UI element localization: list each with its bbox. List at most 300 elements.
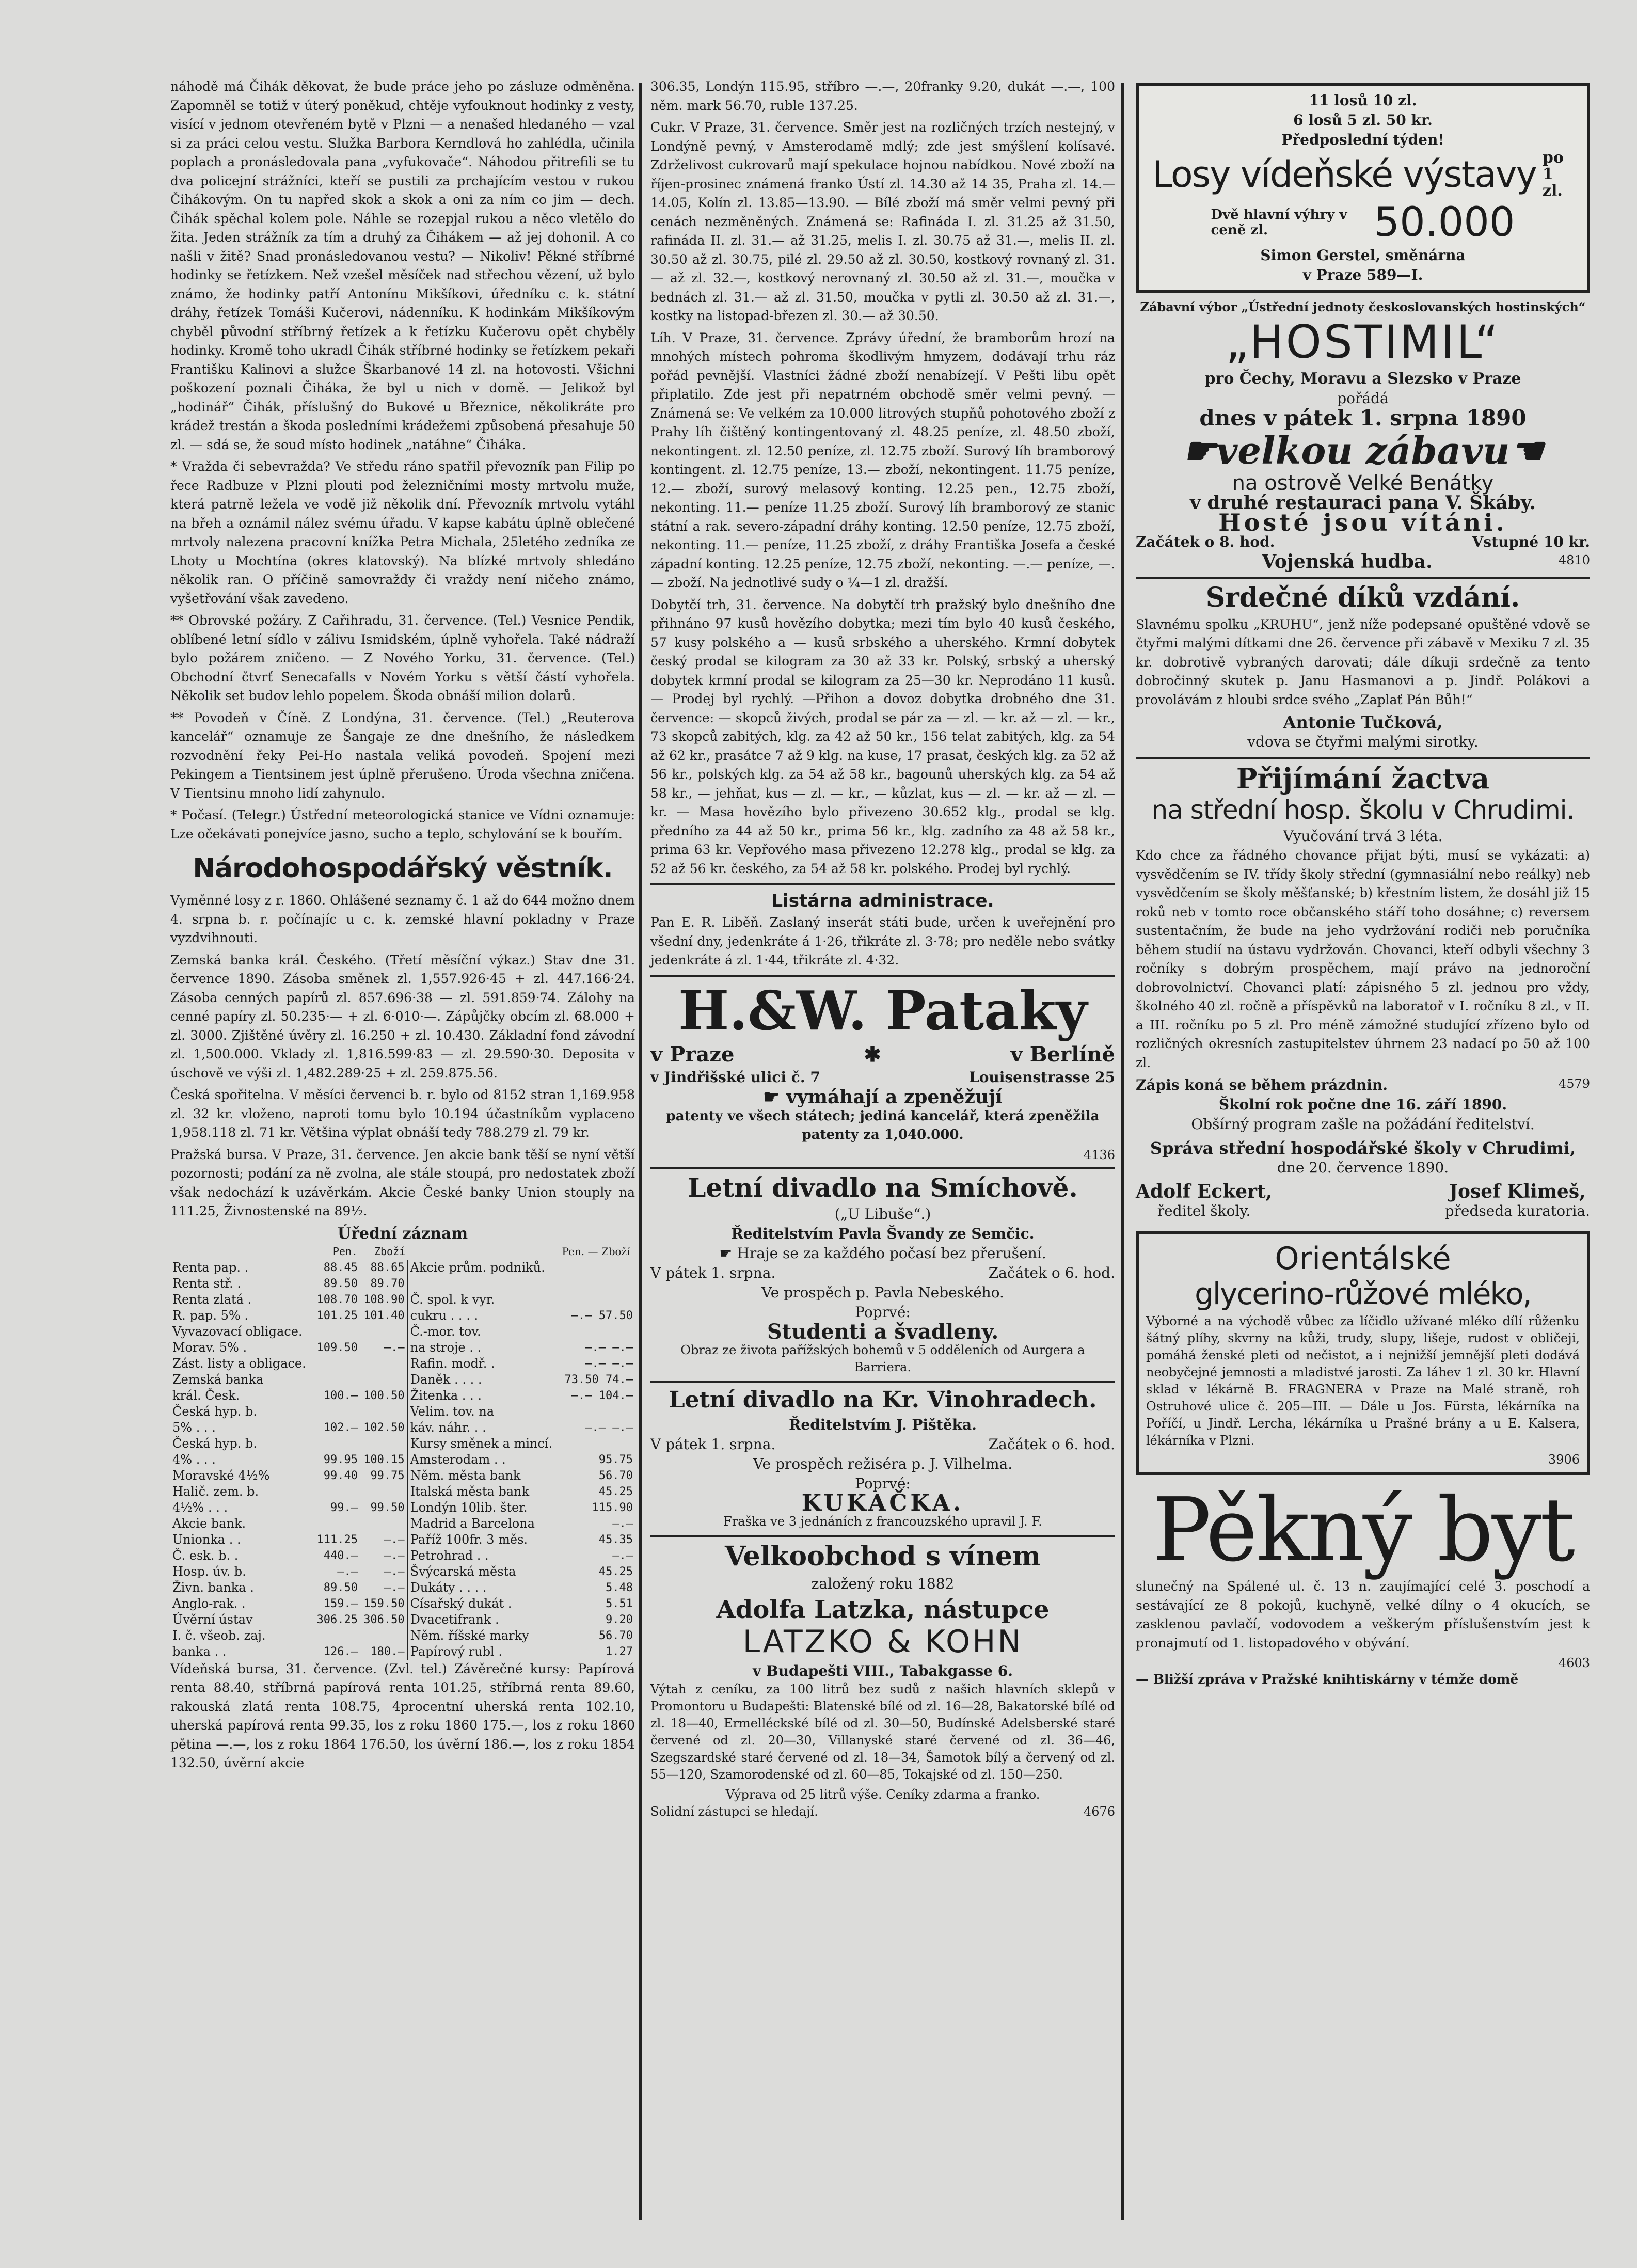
rates-table-cell [313,1356,360,1372]
latzko-title: Velkoobchod s vínem [724,1541,1041,1573]
article-videnska-bursa: Vídeňská bursa, 31. července. (Zvl. tel.) Závěrečné kursy: Papírová renta 88.40, stříbrná papírová renta 101.25, stříbrná renta 89.60, rakouská zlatá renta 108.75, 4procentní uherská renta 102.10, uherská papírová renta 99.35, los z roku 1860 175.—, los z roku 1860 pětina —.—, los z roku 1864 176.50, los úvěrní 186.—, los z roku 1854 132.50, úvěrní akcie [170,1661,635,1770]
hostimil-music: Vojenská hudba. [1262,550,1433,573]
rates-table-cell: banka . . [172,1644,227,1659]
article-prazska-bursa: Pražská bursa. V Praze, 31. července. Jen akcie bank těší se nyní větší pozornosti; podání za ně zvolna, ale stále stoupá, pro nedostatek zboží však nedochází k uzávěrkám. Akcie České banky Union stouply na 111.25, Živnostenské na 89½. [170,1147,635,1218]
rates-table-cell: Daněk . . . . [407,1372,560,1388]
column-markets [650,77,1115,1820]
pataky-slogan [650,1087,1115,1107]
article-lih: Líh. V Praze, 31. července. Zprávy úřední, že bramborům hrozí na mnohých místech pohroma škodlivým hmyzem, dodávají trhu ráz pořád pevnější. Vlastníci žádné zboží nenabízejí. V Pešti libu opět připlatilo. Zde jest při nepatrném obchodě směr velmi pevný. — Známená se: Ve velkém za 10.000 litrových stupňů pohotového zboží z Prahy líh čištěný kontingentovaný zl. 48.25 peníze, zl. 48.50 zboží, nekontingent. zl. 12.50 peníze, zl. 12.75 zboží. Surový líh bramborový kontingent. zl. 12.75 peníze, 13.— zboží, nekontingent. 11.75 peníze, 12.— zboží, surový melasový konting. 12.25 pen., 12.75 zboží, nekonting. 11.— peníze 11.25 zboží. Surový líh bramborový ze stanic státní a rak. severo-západní dráhy konting. 12.50 peníze, 12.75 zboží, nekonting. 11.— peníze, 11.25 zboží, z dráhy Františka Josefa a české západní konting. 12.25 peníze, 12.75 zboží, nekonting. —.— peníze, —.— zboží. Na jednotlivé sudy o ¼—1 zl. dražší. [650,330,1115,590]
rates-table-cell [560,1276,635,1292]
rates-table-cell: 56.70 [598,1629,633,1642]
rates-table-cell: 99.50 [370,1501,405,1514]
rates-table-cell: Morav. 5% . [172,1340,247,1355]
hostimil-start: Začátek o 8. hod. [1136,533,1275,550]
rates-table-cell: Akcie prům. podniků. [407,1260,560,1276]
rates-table-cell: 56.70 [598,1469,633,1482]
rates-table-header-cell [170,1244,313,1260]
los-line2: 6 losů 5 zl. 50 kr. [1293,112,1433,129]
ad-number: 4810 [1558,552,1590,567]
rates-table-cell: 102.50 [363,1421,405,1434]
ad-hostimil [1136,298,1590,572]
ad-diky [1136,581,1590,752]
chr-program: Obšírný program zašle na požádání ředitelství. [1191,1116,1535,1133]
hostimil-venue: v druhé restauraci pana V. Škáby. [1189,491,1536,514]
hostimil-event-text: velkou zábavu [1216,429,1510,473]
rates-table-cell: Švýcarská města [407,1564,560,1580]
byt-footer: — Bližší zpráva v Pražské knihtiskárny v témže domě [1136,1672,1519,1687]
vino-director: Ředitelstvím J. Pištěka. [789,1416,977,1434]
rates-table-cell: 45.25 [598,1485,633,1498]
rates-table-cell: 89.70 [370,1277,405,1290]
hostimil-event [1136,429,1590,473]
ad-pataky [650,978,1115,1162]
byt-title: Pěkný byt [1152,1479,1574,1582]
rates-table-cell: Č. esk. b. . [172,1548,239,1563]
chr-rok: Školní rok počne dne 16. září 1890. [1218,1096,1507,1114]
rates-table-cell: Madrid a Barcelona [407,1516,560,1532]
rates-table-cell: 73.50 74.— [564,1373,633,1386]
rates-table-cell: 99.75 [370,1469,405,1482]
ad-glycerin [1136,1231,1590,1475]
los-prize: 50.000 [1374,199,1515,246]
latzko-successor: Adolfa Latzka, nástupce [716,1595,1050,1624]
table-title: Úřední záznam [337,1224,468,1243]
rates-table-cell: 101.25 [316,1309,358,1322]
rates-table-cell: Moravské 4½% [172,1468,270,1483]
rates-table-cell: —.— [384,1581,405,1594]
rates-table-header [170,1244,635,1260]
ad-losy [1136,83,1590,293]
hostimil-date: dnes v pátek 1. srpna 1890 [1199,405,1527,431]
smichov-play: Studenti a švadleny. [767,1320,999,1344]
listarna-text: Pan E. R. Liběň. Zaslaný inserát státi bude, určen k uveřejnění pro všední dny, jedenkráte á 1·26, třikráte zl. 3·78; pro neděle nebo svátky jedenkráte á zl. 1·44, třikráte zl. 4·32. [650,915,1115,968]
rates-table-cell: Dukáty . . . . [407,1580,560,1596]
article-povoden: ** Povodeň v Číně. Z Londýna, 31. července. (Tel.) „Reuterova kancelář“ oznamuje ze Šangaje ze dne dnešního, že následkem rozvodnění řeky Pei-Ho nastala veliká povodeň. Spojení mezi Pekingem a Tientsinem jest úplně přerušeno. Úroda všechna zničena. V Tientsinu mnoho lidí zahynulo. [170,710,635,801]
rates-table-header-cell [407,1244,560,1260]
latzko-footer [650,1803,1115,1820]
rates-table-body [170,1244,635,1660]
rates-table-row [170,1436,635,1452]
rates-table-cell: 115.90 [592,1501,633,1514]
rates-table-cell: Unionka . . [172,1532,241,1547]
chr-signer1-role: ředitel školy. [1157,1202,1251,1220]
chr-signer1: Adolf Eckert, [1136,1181,1273,1203]
rates-table-cell: Anglo-rak. . [172,1596,246,1611]
pointing-hand-icon: ☛ [719,1245,737,1262]
pointing-hand-icon: ☛ [763,1086,787,1108]
rates-table-cell: 102.— [323,1421,358,1434]
asterisk-icon: ✱ [864,1042,881,1067]
rates-table-cell: —.— [384,1549,405,1562]
chr-signature-2 [1445,1182,1590,1221]
rates-table-cell: —.— —.— [585,1341,633,1354]
los-prize-label: Dvě hlavní výhry v ceně zl. [1211,207,1347,238]
dik-text: Slavnému spolku „KRUHU“, jenž níže podepsané opuštěné vdově se čtyřmi malými dítkami dne 26. července při zábavě v Mexiku 7 zl. 35 kr. dobrotivě vybraných darovati; dále díkuji srdečně za tento dobročinný skutek p. Janu Hasmanovi a p. Jindř. Polákovi a provolávám z hloubi srdce svého „Zaplať Pán Bůh!“ [1136,616,1590,707]
rates-table-row [170,1308,635,1324]
rates-table-cell: —.— 57.50 [571,1309,633,1322]
ad-number: 4603 [1558,1656,1590,1671]
rates-table-cell: Akcie bank. [172,1516,246,1531]
rates-table-cell: 180.— [370,1645,405,1658]
rates-table-cell: Renta stř. . [172,1276,241,1291]
rates-table-cell: Česká hyp. b. [172,1436,257,1451]
latzko-founded: založený roku 1882 [811,1575,955,1592]
divider [650,1167,1115,1169]
pataky-text: patenty ve všech státech; jediná kancelář, která zpeněžila patenty za 1,040.000. [666,1108,1100,1143]
hostimil-guests: Hosté jsou vítáni. [1218,508,1507,536]
rates-table-cell: Halič. zem. b. [172,1484,259,1499]
rates-table-cell: Kursy směnek a mincí. [407,1436,560,1452]
rates-table-row [170,1596,635,1612]
pataky-cities [650,1042,1115,1068]
rates-table-cell [360,1628,407,1644]
rates-table-row [170,1484,635,1500]
rates-table-row [170,1276,635,1292]
rates-table-row [170,1420,635,1436]
listarna-title: Listárna administrace. [771,891,994,911]
rates-table-row [170,1548,635,1564]
article-losy: Vyměnné losy z r. 1860. Ohlášené seznamy č. 1 až do 644 možno dnem 4. srpna b. r. počínajíc u c. k. zemské hlavní pokladny v Praze vyzdvihnouti. [170,893,635,945]
column-news [170,77,635,1776]
article-pozary: ** Obrovské požáry. Z Cařihradu, 31. července. (Tel.) Vesnice Pendik, oblíbené letní sídlo v zálivu Ismidském, úplně vyhořela. Také nádraží bylo požárem zničeno. — Z Nového Yorku, 31. července. (Tel.) Obchodní čtvrť Senecafalls v Novém Yorku s větší částí vyhořela. Několik set budov lehlo popelem. Škoda obnáší milion dolarů. [170,613,635,703]
rates-table-cell: 108.90 [363,1293,405,1306]
smichov-time: Začátek o 6. hod. [988,1264,1115,1282]
rates-table-cell: Papírový rubl . [407,1644,560,1660]
smichov-date-row [650,1263,1115,1283]
los-title: Losy vídeňské výstavy [1152,153,1536,196]
rates-table-cell: 108.70 [316,1293,358,1306]
rates-table-cell: Renta pap. . [172,1260,249,1275]
rates-table-cell: Č. spol. k vyr. [407,1292,560,1308]
ad-number: 4136 [1083,1147,1115,1162]
rates-table-cell: 126.— [323,1645,358,1658]
vino-title: Letní divadlo na Kr. Vinohradech. [669,1387,1097,1414]
chr-zapis-row [1136,1075,1590,1095]
vino-date-row [650,1435,1115,1454]
rates-table-cell: Italská města bank [407,1484,560,1500]
rates-table-row [170,1500,635,1516]
smichov-title: Letní divadlo na Smíchově. [688,1172,1078,1203]
smichov-benefit: Ve prospěch p. Pavla Nebeského. [761,1284,1004,1302]
vino-desc: Fraška ve 3 jednáních z francouzského upravil J. F. [723,1514,1042,1529]
byt-text: slunečný na Spálené ul. č. 13 n. zaujímající celé 3. poschodí a sestávající ze 8 pokojů, kuchyně, velké dílny o 4 okucích, se zasklenou pavlačí, vodovodem a veškerým příslušenstvím jest k pronajmutí od 1. listopadového v obývání. [1136,1579,1590,1651]
ad-smichov [650,1172,1115,1376]
divider [650,883,1115,885]
rates-table-cell: —.— [384,1341,405,1354]
chr-zapis: Zápis koná se během prázdnin. [1136,1076,1388,1094]
rates-table-cell: —.— —.— [585,1357,633,1370]
rates-table-cell [560,1436,635,1452]
smichov-date: V pátek 1. srpna. [650,1264,776,1282]
divider [650,975,1115,977]
article-zemska-banka: Zemská banka král. Českého. (Třetí měsíční výkaz.) Stav dne 31. července 1890. Zásoba směnek zl. 1,557.926·45 + zl. 447.166·24. Zásoba cenných papírů zl. 857.696·38 — zl. 591.859·74. Zálohy na cenné papíry zl. 50.235·— + zl. 6·010·—. Zápůjčky obcím zl. 68.000 + zl. 3000. Zjištěné úvěry zl. 16.250 + zl. 10.430. Základní fond závodní zl. 1,500.000. Vklady zl. 1,816.599·83 — zl. 29.590·30. Deposita v úschově ve výši zl. 1,482.289·25 + zl. 259.875.56. [170,952,635,1081]
vino-first: Poprvé: [855,1475,911,1493]
rates-table-cell [360,1372,407,1388]
rates-table-row [170,1612,635,1628]
rates-table-cell: 89.50 [323,1581,358,1594]
rates-table-cell: 9.20 [606,1613,633,1626]
rates-table-cell [407,1276,560,1292]
hostimil-entry: Vstupné 10 kr. [1472,533,1590,550]
rates-table-cell: Zemská banka [172,1372,264,1387]
rates-table-cell: 101.40 [363,1309,405,1322]
rates-table-cell: 306.25 [316,1613,358,1626]
rates-table-cell [313,1484,360,1500]
rates-table-cell: —.— [384,1565,405,1578]
vino-date: V pátek 1. srpna. [650,1436,776,1453]
article-dobytci-trh: Dobytčí trh, 31. července. Na dobytčí trh pražský bylo dnešního dne přihnáno 97 kusů hovězího dobytka; mezi tím bylo 40 kusů českého, 57 kusy polského a — kusů srbského a uherského. Krmní dobytek český prodal se kilogram za 30 až 33 kr. Polský, srbský a uherský dobytek krmní prodal se kilogram za 25—30 kr. Neprodáno 11 kusů. — Prodej byl rychlý. —Přihon a dovoz dobytka drobného dne 31. července: — skopců živých, prodal se pár za — zl. — kr. až — zl. — kr., 73 skopců zabitých, klg. za 42 až 50 kr., 156 telat zabitých, klg. za 54 až 62 kr., prasátce 7 až 9 klg. na kuse, 17 prasat, českých klg. za 52 až 56 kr., polských klg. za 54 až 58 kr., bagounů uherských klg. za 54 až 58 kr., — jehňat, kus — zl. — kr., — kůzlat, kus — zl. — kr. až — zl. — kr. — Masa hovězího bylo přivezeno 30.652 klg., prodal se klg. předního za 44 až 50 kr., prima 56 kr., klg. zadního za 48 až 58 kr., prima 63 kr. Vepřového masa přivezeno 12.278 klg., prodal se klg. za 52 až 56 kr. českého, za 54 až 58 kr. polského. Prodej byl rychlý. [650,597,1115,876]
rates-table-cell: na stroje . . [407,1340,560,1356]
rates-table-cell: Renta zlatá . [172,1292,252,1307]
rates-table-cell: —.— —.— [585,1421,633,1434]
rates-table-row [170,1340,635,1356]
smichov-subtitle: („U Libuše“.) [834,1206,931,1223]
rates-table-cell: —.— [612,1517,633,1530]
rates-table-cell: Živn. banka . [172,1580,254,1595]
dik-title: Srdečné díků vzdání. [1205,581,1520,613]
rates-table-cell [313,1372,360,1388]
ad-byt [1136,1479,1590,1689]
rates-table-cell: káv. náhr. . . [407,1420,560,1436]
gly-title2: glycerino-růžové mléko, [1195,1276,1531,1312]
smichov-first: Poprvé: [855,1304,911,1321]
rates-table-header-cell: Pen. [332,1245,358,1258]
smichov-desc: Obraz ze života pařížských bohemů v 5 odděleních od Aurgera a Barriera. [680,1343,1085,1375]
article-cukr: Cukr. V Praze, 31. července. Směr jest na rozličných trzích nestejný, v Londýně pevný, v Amsterodamě mdlý; zde jest smýšlení kolísavé. Zdrželivost cukrovarů mají spekulace hojnou nabídkou. Nové zboží na říjen-prosinec známená franko Ústí zl. 14.30 až 14 35, Praha zl. 14.—14.05, Kolín zl. 13.85—13.90. — Bílé zboží má směr velmi pevný při cenách nezměněných. Známená se: Rafináda I. zl. 31.25 až 31.50, rafináda II. zl. 31.— až 31.25, melis I. zl. 30.75 až 31.—, melis II. zl. 30.50 až zl. 30.75, pilé zl. 29.50 až zl. 30.50, kostkový rovnaný zl. 31.— až zl. 32.—, kostkový nerovnaný zl. 30.50 až zl. 31.—, moučka v bednách zl. 31.— až zl. 31.50, moučka v pytli zl. 30.50 až zl. 31.—, kostky na listopad-březen zl. 30.— až 30.50. [650,120,1115,323]
rates-table-cell: Paříž 100fr. 3 měs. [407,1532,560,1548]
chr-date: dne 20. července 1890. [1277,1159,1449,1177]
rates-table-cell: 159.— [323,1597,358,1610]
hostimil-organizes: pořádá [1337,390,1389,407]
rates-table-row [170,1564,635,1580]
pataky-addr-berlin: Louisenstrasse 25 [969,1068,1115,1086]
hostimil-place: na ostrově Velké Benátky [1232,471,1494,495]
divider [1136,757,1590,759]
dik-signature-note: vdova se čtyřmi malými sirotky. [1247,733,1479,751]
rates-table-cell: R. pap. 5% . [172,1308,248,1323]
rates-table-row [170,1628,635,1644]
article-bursa-cont: 306.35, Londýn 115.95, stříbro —.—, 20franky 9.20, dukát —.—, 100 něm. mark 56.70, ruble 137.25. [650,79,1115,113]
chr-text: Kdo chce za řádného chovance přijat býti, musí se vykázati: a) vysvědčením se IV. třídy školy střední (gymnasiální nebo reálky) neb vysvědčením se školy měšťanské; b) křestním listem, že dosáhl již 15 roků neb v tomto roce občanského stáří toho dosáhne; c) reversem sustentačním, že bude na jeho vydržování rodiči neb poručníka během studií na ústavu vydržován. Chovanci, kteří odbyli všechny 3 ročníky s dobrým prospěchem, mají právo na jednoroční dobrovolnictví. Chovanci platí: zápisného 5 zl. jednou pro vždy, školného 40 zl. ročně a příspěvků na laboratoř v I. ročníku 8 zl., v II. a III. ročníku po 5 zl. Pro méně zámožné studující zřízeno bylo od rozličných okresních zastupitelstev úhrnem 23 nadací po 50 až 100 zl. [1136,848,1590,1070]
rates-table-cell: 99.— [330,1501,358,1514]
los-price: po 1 zl. [1542,149,1564,200]
rates-table-cell: 45.25 [598,1565,633,1578]
rates-table-cell: 88.45 [323,1261,358,1274]
rates-table-cell: Velim. tov. na [407,1404,560,1420]
chr-title2: na střední hosp. školu v Chrudimi. [1151,795,1575,825]
rates-table-cell: Č.-mor. tov. [407,1324,560,1340]
rates-table-cell: Hosp. úv. b. [172,1564,246,1579]
rates-table-cell: 159.50 [363,1597,405,1610]
rates-table-cell: 100.— [323,1389,358,1402]
divider [650,1381,1115,1383]
ad-chrudim [1136,764,1590,1221]
rates-table-cell: 95.75 [598,1453,633,1466]
rates-table-cell: 306.50 [363,1613,405,1626]
pataky-berlin: v Berlíně [1010,1042,1115,1067]
rates-table-cell: 89.50 [323,1277,358,1290]
rates-table-row [170,1468,635,1484]
pataky-praha: v Praze [650,1042,735,1067]
rates-table-cell: 4% . . . [172,1452,216,1467]
gly-title1: Orientálské [1275,1241,1451,1277]
section-title-economy: Národohospodářský věstník. [193,853,613,884]
rates-table-cell: Londýn 10lib. šter. [407,1500,560,1516]
rates-table-row [170,1644,635,1660]
rates-table-row [170,1404,635,1420]
rates-table-cell: Žitenka . . . [407,1388,560,1404]
smichov-note [650,1244,1115,1263]
chr-signer2: Josef Klimeš, [1449,1181,1586,1203]
rates-table-row [170,1580,635,1596]
rates-table-cell: 111.25 [316,1533,358,1546]
rates-table-cell: 109.50 [316,1341,358,1354]
rates-table-cell: Rafin. modř. . [407,1356,560,1372]
column-rule [639,83,642,2220]
rates-table-cell: 88.65 [370,1261,405,1274]
los-address: v Praze 589—I. [1302,266,1423,283]
rates-table-cell: I. č. všeob. zaj. [172,1628,266,1643]
dik-signature: Antonie Tučková, [1283,712,1443,733]
rates-table-cell: Petrohrad . . [407,1548,560,1564]
rates-table-cell [313,1628,360,1644]
chr-duration: Vyučování trvá 3 léta. [1283,828,1443,845]
hostimil-music-row [1136,552,1590,572]
rates-table-cell [313,1404,360,1420]
rates-table-row [170,1452,635,1468]
los-title-row [1146,150,1580,199]
rates-table-cell: Císařský dukát . [407,1596,560,1612]
rates-table-row [170,1324,635,1340]
chr-signer2-role: předseda kuratoria. [1444,1202,1590,1220]
rates-table-cell: Vyvazovací obligace. [172,1324,303,1339]
rates-table-cell: 4½% . . . [172,1500,228,1515]
rates-table-row [170,1372,635,1388]
latzko-address: v Budapešti VIII., Tabakgasse 6. [753,1662,1013,1680]
latzko-shipping: Výprava od 25 litrů výše. Ceníky zdarma a franko. [725,1787,1040,1802]
rates-table-cell: 45.35 [598,1533,633,1546]
column-ads [1136,77,1590,1692]
pointing-hand-icon: ☚ [1509,429,1544,473]
pointing-hand-icon: ☛ [1182,429,1216,473]
smichov-director: Ředitelstvím Pavla Švandy ze Semčic. [731,1225,1035,1243]
ad-vinohrady [650,1388,1115,1530]
rates-table-row [170,1356,635,1372]
pataky-addr-praha: v Jindřišské ulici č. 7 [650,1068,820,1086]
rates-table-cell: 100.50 [363,1389,405,1402]
vino-time: Začátek o 6. hod. [988,1436,1115,1453]
rates-table-cell: Něm. města bank [407,1468,560,1484]
rates-table-cell [360,1404,407,1420]
rates-table-cell: 100.15 [363,1453,405,1466]
rates-table-cell [560,1260,635,1276]
rates-table-cell: —.— [384,1533,405,1546]
rates-table-row [170,1292,635,1308]
ad-latzko [650,1543,1115,1820]
rates-table-cell: cukru . . . . [407,1308,560,1324]
ad-number: 3906 [1548,1452,1580,1467]
latzko-text: Výtah z ceníku, za 100 litrů bez sudů z našich hlavních sklepů v Promontoru u Budapešti: Blatenské bílé od zl. 16—28, Bakatorské bílé od zl. 18—40, Ermelléckské bílé od zl. 30—50, Budínské Adelsberské staré červené od zl. 20—30, Villanyské staré červené od zl. 36—46, Szegszardské staré červené od zl. 18—34, Šamotok bílý a červený od zl. 55—120, Szamorodenské od zl. 60—85, Tokajské od zl. 150—250. [650,1682,1115,1782]
rates-table [170,1244,635,1660]
rates-table-row [170,1516,635,1532]
latzko-agents: Solidní zástupci se hledají. [650,1804,818,1819]
rates-table-cell: Úvěrní ústav [172,1612,253,1627]
pataky-slogan-text: vymáhají a zpeněžují [786,1086,1003,1108]
rates-table-header-cell: Zboží [374,1245,406,1258]
rates-table-row [170,1532,635,1548]
rates-table-cell: 440.— [323,1549,358,1562]
rates-table-cell: 5% . . . [172,1420,216,1435]
rates-table-row [170,1388,635,1404]
rates-table-cell: —.— [612,1549,633,1562]
rates-table-cell [360,1356,407,1372]
vino-benefit: Ve prospěch režiséra p. J. Vilhelma. [753,1455,1013,1473]
rates-table-cell [313,1324,360,1340]
los-line3: Předposlední týden! [1281,131,1444,148]
vino-play: KUKAČKA. [801,1490,964,1517]
hostimil-title: „HOSTIMIL“ [1225,315,1501,369]
los-line1: 11 losů 10 zl. [1309,92,1417,109]
rates-table-cell [560,1404,635,1420]
rates-table-cell: Amsterodam . . [407,1452,560,1468]
chr-signatures [1136,1182,1590,1221]
rates-table-cell [313,1436,360,1452]
los-prize-row [1146,199,1580,246]
rates-table-cell: —.— 104.— [571,1389,633,1402]
rates-table-cell: 99.40 [323,1469,358,1482]
rates-table-header-cell: Pen. — Zboží [562,1245,630,1258]
rates-table-cell [360,1484,407,1500]
ad-number: 4676 [1083,1804,1115,1819]
divider [1136,577,1590,579]
rates-table-cell [360,1516,407,1532]
rates-table-cell [360,1324,407,1340]
rates-table-cell [560,1324,635,1340]
rates-table-cell: Něm. říšské marky [407,1628,560,1644]
article-cihak: náhodě má Čihák děkovat, že bude práce jeho po zásluze odměněna. Zapomněl se totiž v úterý poněkud, chtěje vyfouknout hodinky z vesty, visící v jednom otevřeném bytě v Plzni — a nenašed hledaného — vzal si za práci celou vestu. Služka Barbora Kerndlová ho zahlédla, učinila poplach a pronásledovala pana „vyfukovače“. Náhodou přitrefili se tu dva policejní strážníci, kteří se pustili za prchajícím vestou v rukou Čihákovým. On tu napřed skok a skok a oni za ním co jim — dech. Čihák spěchal kolem pole. Náhle se rozepjal rukou a něco vletělo do žita. Jeden strážník za tím a druhý za Čihákem — až jej dohonil. A co našli v žitě? Snad pronásledovanou vestu? — Nikoliv! Pěkné stříbrné hodinky se řetízkem. Než vzešel měsíček nad střechou vězení, už bylo známo, že hodinky patří Antonínu Mikšíkovi, úředníku c. k. státní dráhy, řetízek Tomáši Kučerovi, nádenníku. K hodinkám Mikšíkovým chyběl původní stříbrný řetízek a k řetízku Kučerovu opět chyběly hodinky. Kromě toho ukradl Čihák stříbrné hodinky se řetízkem pekaři Františku Kalinovi a služce Škarbanové 14 zl. na hotovosti. Všichni poškození poznali Čiháka, že byl u nich v domě. — Jelikož byl „hodinář“ Čihák, příslušný do Bukové u Březnice, několikráte pro krádež trestán a škoda posledními krádežemi způsobená přesahuje 50 zl. — sdá se, že soud místo hodinek „natáhne“ Čiháka. [170,79,635,452]
article-sporitelna: Česká spořitelna. V měsíci červenci b. r. bylo od 8152 stran 1,169.958 zl. 32 kr. vloženo, naproti tomu bylo 10.194 účastníkům vyplaceno 1,958.118 zl. 71 kr. Většina výplat obnáší tedy 788.279 zl. 79 kr. [170,1087,635,1140]
rates-table-cell: 5.48 [606,1581,633,1594]
pataky-title: H.&W. Pataky [678,978,1088,1042]
rates-table-cell: 99.95 [323,1453,358,1466]
los-seller: Simon Gerstel, směnárna [1260,247,1466,264]
rates-table-row [170,1260,635,1276]
article-vrazda: * Vražda či sebevražda? Ve středu ráno spatřil převozník pan Filip po řece Radbuze v Plzni plouti pod železničními mosty mrtvolu muže, která patrně ležela ve vodě již několik dní. Převozník mrtvolu vytáhl na břeh a oznámil nález svému úřadu. V kapse kabátu úplně oblečené mrtvoly nalezena pracovní knížka Petra Michala, 25letého zedníka ze Lhoty u Mochtína (okres klatovský). Na blízké mrtvoly shledáno několik ran. O příčině samovraždy či vraždy není ničeho známo, vyšetřování však zavedeno. [170,459,635,606]
rates-table-cell: král. Česk. [172,1388,240,1403]
chr-title1: Přijímání žactva [1236,762,1490,796]
rates-table-cell [560,1292,635,1308]
rates-table-cell: —.— [337,1565,358,1578]
rates-table-cell: 1.27 [606,1645,633,1658]
gly-text: Výborné a na východě vůbec za líčidlo užívané mléko dílí růženku šátný plíhy, skvrny na kůži, trudy, slupy, lišeje, rudost v obličeji, pomáhá ženské pleti od nečistot, a i nejnižší jemnější pleti dodává neobyčejné jemnosti a mladistvé jarosti. Za láhev 1 zl. 30 kr. Hlavní sklad v lékárně B. FRAGNERA v Praze na Malé straně, roh Ostruhové ulice č. 205—III. — Dále u Jos. Fürsta, lékárníka na Poříčí, u Jindř. Lercha, lékárníka u Prašné brány a u E. Kalsera, lékárníka v Plzni. [1146,1314,1580,1448]
latzko-firm: LATZKO & KOHN [742,1624,1023,1660]
pataky-addresses [650,1068,1115,1087]
smichov-note-text: Hraje se za každého počasí bez přerušení. [737,1245,1046,1262]
hostimil-region: pro Čechy, Moravu a Slezsko v Praze [1204,370,1521,388]
column-rule [1121,83,1124,2220]
rates-table-cell: Zást. listy a obligace. [172,1356,306,1371]
ad-number: 4579 [1558,1076,1590,1091]
rates-table-cell: 5.51 [606,1597,633,1610]
divider [650,1535,1115,1537]
rates-table-cell: Česká hyp. b. [172,1404,257,1419]
rates-table-cell: Dvacetifrank . [407,1612,560,1628]
rates-table-cell [313,1516,360,1532]
article-pocasi: * Počasí. (Telegr.) Ústřední meteorologická stanice ve Vídni oznamuje: Lze očekávati ponejvíce jasno, sucho a teplo, schylování se k bouřím. [170,807,635,842]
hostimil-intro: Zábavní výbor „Ústřední jednoty českoslovanských hostinských“ [1140,299,1586,314]
chr-sprava: Správa střední hospodářské školy v Chrudimi, [1150,1138,1576,1159]
chr-signature-1 [1136,1182,1272,1221]
